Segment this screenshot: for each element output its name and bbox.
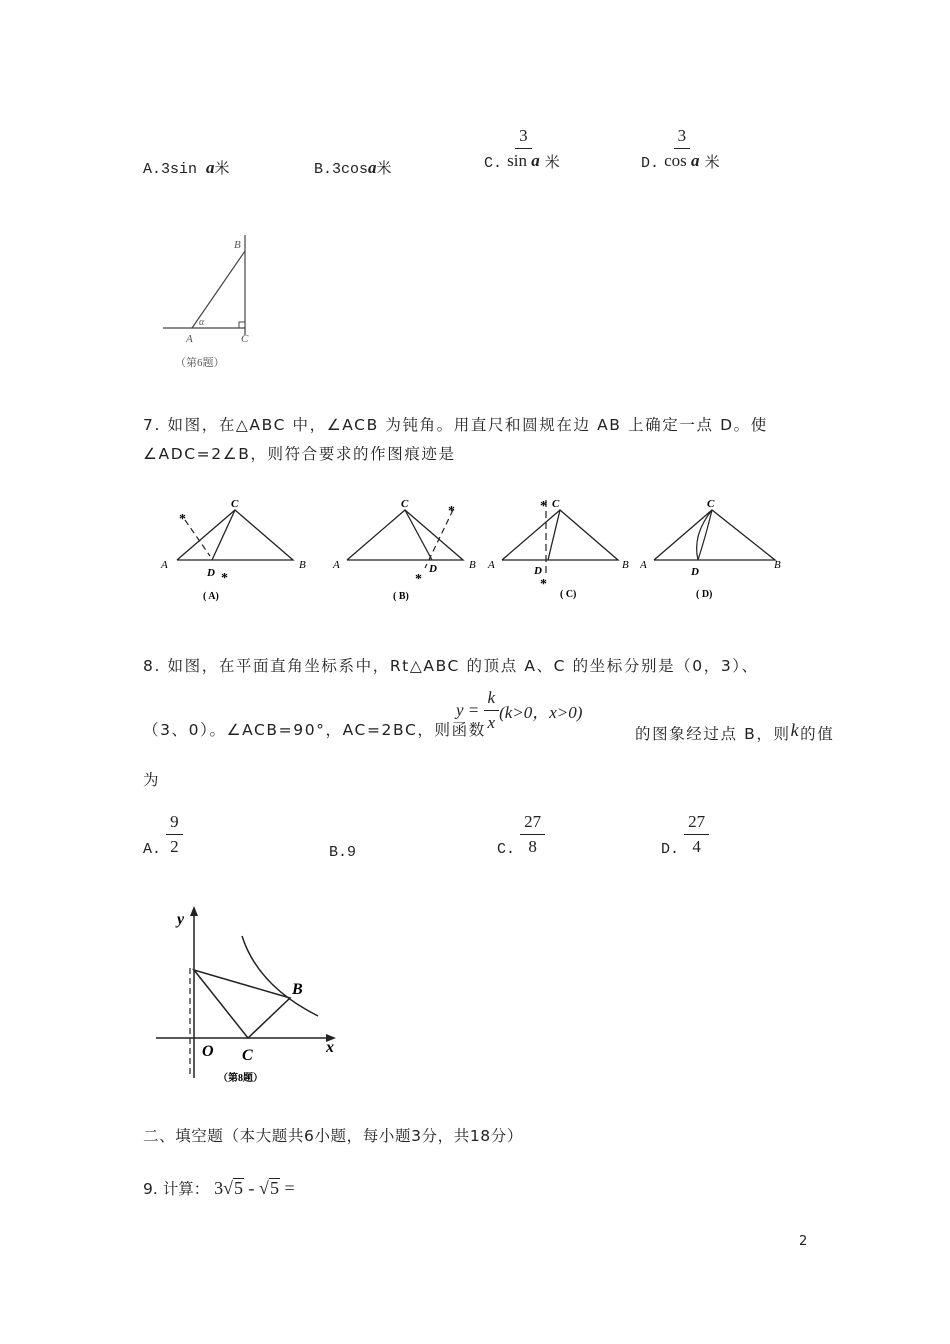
q7a-label-c: C bbox=[231, 498, 239, 510]
q7b-caption: ( B) bbox=[393, 591, 409, 602]
q7a-caption: ( A) bbox=[203, 591, 219, 602]
q7a-arc-mark-1: * bbox=[179, 512, 186, 527]
q7c-label-b: B bbox=[622, 559, 629, 571]
q6-label-angle: α bbox=[199, 317, 205, 328]
q7b-arc-mark-2: * bbox=[415, 572, 422, 587]
q7a-triangle bbox=[177, 510, 293, 560]
q8-figure bbox=[150, 900, 350, 1090]
q7-figure-a bbox=[155, 490, 320, 605]
q8-line-2-post: 的图象经过点 B，则k的值 bbox=[635, 720, 835, 743]
q6-right-angle-mark bbox=[239, 322, 245, 328]
q6-option-a: A.3sin a米 bbox=[143, 158, 230, 178]
q7a-label-d: D bbox=[207, 567, 215, 579]
q7-line-2: ∠ADC=2∠B，则符合要求的作图痕迹是 bbox=[143, 445, 456, 463]
q6-option-d: D. $\frac{3}{\text{cos a}}$ 米 bbox=[641, 126, 720, 172]
q6-label-b: B bbox=[234, 239, 241, 251]
q6-caption: （第6题） bbox=[175, 357, 225, 369]
q7c-arc-mark-2: * bbox=[540, 577, 547, 592]
q8-function: y = $\frac{k}{x}$ (k>0，x>0) bbox=[456, 688, 583, 732]
q8-label-b: B bbox=[292, 981, 303, 998]
q8-label-y: y bbox=[177, 911, 185, 928]
q7b-triangle bbox=[347, 510, 463, 560]
q8-option-c: C. $\frac{27}{8}$ bbox=[497, 812, 545, 858]
q8-line-1: 8. 如图，在平面直角坐标系中，Rt△ABC 的顶点 A、C 的坐标分别是（0，3）、 bbox=[143, 657, 759, 675]
q8-option-d: D. $\frac{27}{4}$ bbox=[661, 812, 709, 858]
q7c-triangle bbox=[502, 510, 618, 560]
q8-caption: （第8题） bbox=[218, 1073, 263, 1084]
q7d-label-d: D bbox=[691, 566, 699, 578]
q7d-arc-2 bbox=[698, 510, 712, 560]
q8-line-3: 为 bbox=[143, 771, 161, 789]
q7c-caption: ( C) bbox=[560, 589, 577, 600]
q6-figure bbox=[155, 225, 265, 375]
q8-y-arrow bbox=[190, 906, 198, 916]
q7b-segment-cd bbox=[405, 510, 432, 560]
q6-label-a: A bbox=[186, 333, 193, 345]
q6-option-b: B.3cosa米 bbox=[314, 158, 392, 178]
q7a-arc-mark-2: * bbox=[221, 571, 228, 586]
q8-triangle-abc bbox=[194, 970, 290, 1038]
q7-line-1: 7. 如图，在△ABC 中，∠ACB 为钝角。用直尺和圆规在边 AB 上确定一点 D。使 bbox=[143, 416, 768, 434]
q7-figure-b bbox=[325, 490, 490, 605]
q7b-label-a: A bbox=[333, 559, 340, 571]
q6-label-c: C bbox=[241, 333, 249, 345]
q7d-caption: ( D) bbox=[696, 589, 713, 600]
q7c-segment-cd bbox=[548, 510, 560, 560]
q7d-triangle bbox=[654, 510, 775, 560]
q7c-label-c: C bbox=[552, 498, 560, 510]
q7d-label-b: B bbox=[774, 559, 781, 571]
q6-option-c: C. $\frac{3}{\text{sin a}}$ 米 bbox=[484, 126, 560, 172]
q7c-label-a: A bbox=[488, 559, 495, 571]
q9: 9. 计算： 3√5 - √5 = bbox=[143, 1178, 295, 1198]
q7b-label-b: B bbox=[469, 559, 476, 571]
q7c-label-d: D bbox=[534, 565, 542, 577]
q8-option-a: A. $\frac{9}{2}$ bbox=[143, 812, 183, 858]
q7a-label-a: A bbox=[161, 559, 168, 571]
section-2-title: 二、填空题（本大题共6小题，每小题3分，共18分） bbox=[143, 1127, 523, 1145]
q7d-label-a: A bbox=[640, 559, 647, 571]
q7-figure-d bbox=[640, 490, 805, 605]
q8-label-c: C bbox=[242, 1047, 253, 1064]
q8-line-2-pre: （3、0）。∠ACB=90°，AC=2BC，则函数 bbox=[143, 721, 486, 739]
q7-figure-c bbox=[480, 490, 645, 605]
q7c-arc-mark-1: * bbox=[540, 499, 547, 514]
page-number: 2 bbox=[799, 1234, 808, 1249]
q7b-label-c: C bbox=[401, 498, 409, 510]
q7a-label-b: B bbox=[299, 559, 306, 571]
q8-option-b: B.9 bbox=[329, 844, 357, 861]
q8-hyperbola bbox=[242, 936, 318, 1016]
q7d-label-c: C bbox=[707, 498, 715, 510]
q7b-label-d: D bbox=[429, 563, 437, 575]
q7a-segment-cd bbox=[212, 510, 235, 560]
q8-label-x: x bbox=[326, 1039, 334, 1056]
q8-label-o: O bbox=[202, 1043, 214, 1060]
q7b-arc-mark-1: * bbox=[448, 504, 455, 519]
